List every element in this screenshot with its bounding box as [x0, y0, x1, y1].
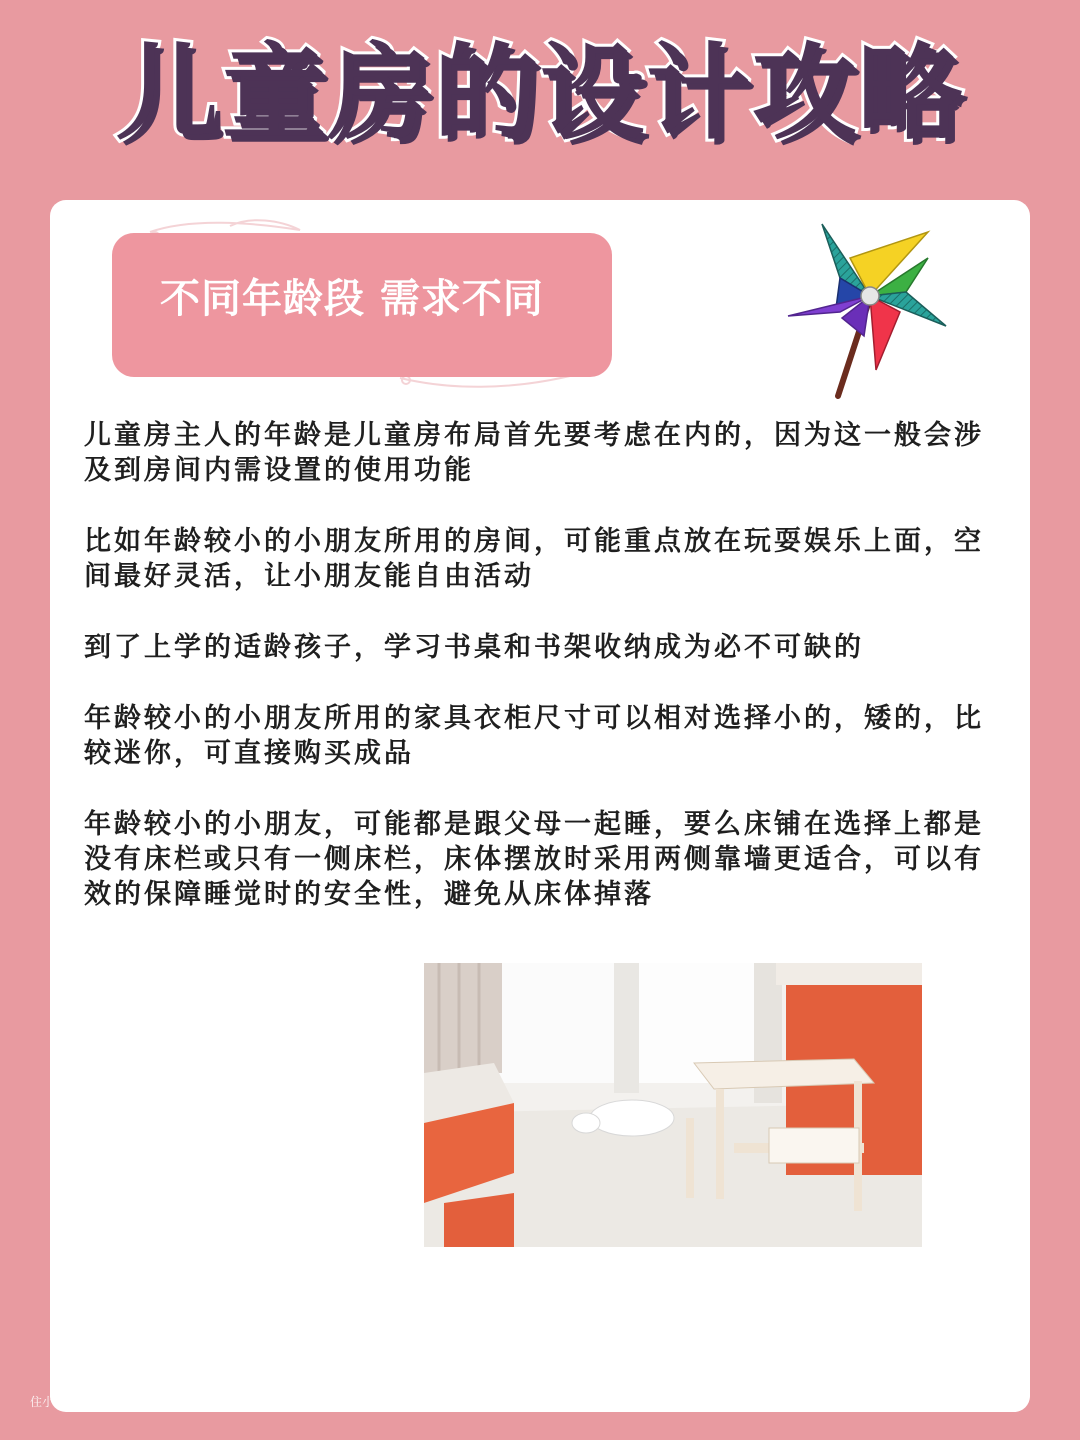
section-label-text: 不同年龄段 需求不同 — [160, 276, 544, 322]
watermark: 住小帮@富邦装饰（老房改造） — [30, 1395, 199, 1409]
pinwheel-icon — [780, 218, 960, 403]
kids-room-photo — [424, 963, 922, 1247]
paragraph: 儿童房主人的年龄是儿童房布局首先要考虑在内的，因为这一般会涉及到房间内需设置的使用功能 — [84, 420, 984, 486]
section-label — [112, 233, 612, 377]
article-body — [84, 418, 984, 948]
paragraph: 到了上学的适龄孩子，学习书桌和书架收纳成为必不可缺的 — [84, 632, 864, 663]
paragraph: 年龄较小的小朋友，可能都是跟父母一起睡，要么床铺在选择上都是没有床栏或只有一侧床栏，床体摆放时采用两侧靠墙更适合，可以有效的保障睡觉时的安全性，避免从床体掉落 — [84, 809, 984, 910]
paragraph: 比如年龄较小的小朋友所用的房间，可能重点放在玩耍娱乐上面，空间最好灵活，让小朋友能自由活动 — [84, 526, 984, 592]
page-title: 儿童房的设计攻略 — [115, 32, 964, 154]
paragraph: 年龄较小的小朋友所用的家具衣柜尺寸可以相对选择小的，矮的，比较迷你，可直接购买成品 — [84, 703, 984, 769]
content-card — [50, 200, 1030, 1412]
